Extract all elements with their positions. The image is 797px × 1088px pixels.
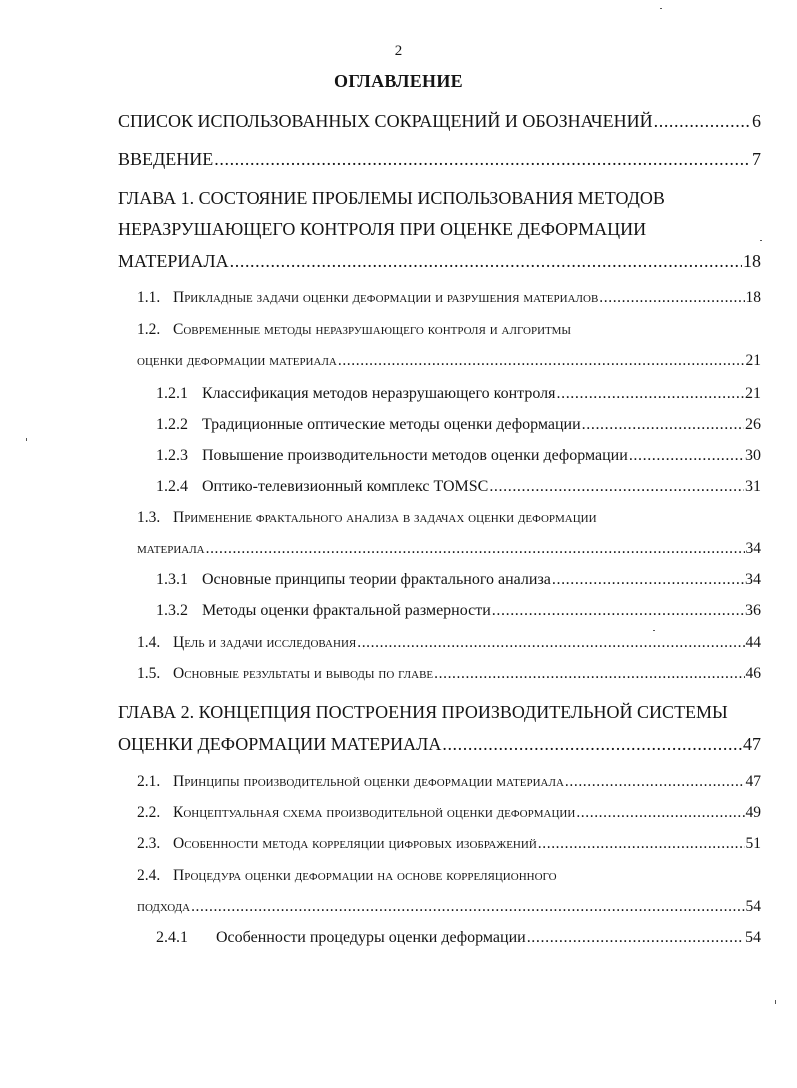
toc-entry-text bbox=[156, 385, 556, 403]
toc-entry-text bbox=[156, 478, 488, 496]
leader-dots bbox=[442, 734, 742, 755]
toc-entry-section-1-2[interactable] bbox=[137, 352, 761, 370]
toc-entry-text: ОЦЕНКИ ДЕФОРМАЦИИ МАТЕРИАЛА bbox=[118, 734, 442, 754]
toc-entry-text bbox=[156, 602, 491, 620]
leader-dots bbox=[191, 898, 744, 916]
leader-dots bbox=[434, 665, 744, 683]
toc-entry-text: ГЛАВА 1. СОСТОЯНИЕ ПРОБЛЕМЫ ИСПОЛЬЗОВАНИЯ МЕТОДОВ bbox=[118, 188, 665, 208]
toc-entry-text bbox=[156, 416, 581, 434]
section-title: Процедура оценки деформации на основе корреляционного bbox=[173, 867, 557, 884]
toc-entry-chapter-1-line1[interactable] bbox=[118, 188, 761, 209]
toc-entry-page: 44 bbox=[745, 634, 761, 651]
leader-dots bbox=[206, 540, 745, 558]
toc-entry-page: 6 bbox=[752, 111, 761, 131]
subsection-number: 1.2.4 bbox=[156, 478, 188, 495]
toc-title: ОГЛАВЛЕНИЕ bbox=[334, 71, 463, 91]
toc-entry-page: 21 bbox=[745, 385, 761, 402]
leader-dots bbox=[214, 149, 751, 170]
toc-entry-subsection-1-2-1[interactable] bbox=[156, 385, 761, 403]
toc-entry-page: 47 bbox=[745, 773, 761, 790]
scan-speck bbox=[660, 8, 662, 9]
section-title: Цель и задачи исследования bbox=[173, 634, 357, 651]
toc-entry-page: 30 bbox=[745, 447, 761, 464]
subsection-title: Повышение производительности методов оценки деформации bbox=[202, 447, 628, 464]
toc-entry-introduction[interactable] bbox=[118, 149, 761, 170]
toc-entry-page: 7 bbox=[752, 149, 761, 169]
section-title: Прикладные задачи оценки деформации и разрушения материалов bbox=[173, 289, 599, 306]
scan-speck bbox=[26, 438, 27, 441]
toc-entry-page: 18 bbox=[743, 251, 761, 271]
toc-entry-chapter-1[interactable] bbox=[118, 251, 761, 272]
toc-entry-section-2-1[interactable] bbox=[137, 773, 761, 791]
toc-entry-text bbox=[137, 773, 564, 791]
subsection-title: Основные принципы теории фрактального анализа bbox=[202, 571, 551, 588]
leader-dots bbox=[527, 929, 744, 947]
toc-entry-section-1-3-line1[interactable] bbox=[137, 509, 761, 527]
leader-dots bbox=[565, 773, 745, 791]
toc-entry-page: 46 bbox=[745, 665, 761, 682]
toc-entry-section-1-1[interactable] bbox=[137, 289, 761, 307]
leader-dots bbox=[538, 835, 745, 853]
scan-speck bbox=[775, 1000, 776, 1004]
toc-entry-text: МАТЕРИАЛА bbox=[118, 251, 229, 271]
leader-dots bbox=[599, 289, 744, 307]
toc-entry-text bbox=[137, 804, 575, 822]
leader-dots bbox=[557, 385, 745, 403]
toc-entry-subsection-1-2-3[interactable] bbox=[156, 447, 761, 465]
toc-entry-page: 34 bbox=[745, 540, 761, 557]
toc-entry-text bbox=[156, 571, 551, 589]
subsection-title: Оптико-телевизионный комплекс TOMSC bbox=[202, 478, 489, 495]
section-number: 1.2. bbox=[137, 321, 161, 338]
section-number: 1.5. bbox=[137, 665, 161, 682]
toc-entry-text bbox=[137, 665, 433, 683]
toc-entry-page: 47 bbox=[743, 734, 761, 754]
toc-entry-chapter-2[interactable] bbox=[118, 734, 761, 755]
toc-entry-text bbox=[156, 447, 628, 465]
toc-entry-page: 21 bbox=[745, 352, 761, 369]
subsection-number: 1.2.1 bbox=[156, 385, 188, 402]
toc-entry-subsection-1-3-2[interactable] bbox=[156, 602, 761, 620]
toc-entry-text: НЕРАЗРУШАЮЩЕГО КОНТРОЛЯ ПРИ ОЦЕНКЕ ДЕФОРМАЦИИ bbox=[118, 219, 647, 239]
toc-entry-page: 51 bbox=[745, 835, 761, 852]
leader-dots bbox=[552, 571, 744, 589]
toc-entry-text: ГЛАВА 2. КОНЦЕПЦИЯ ПОСТРОЕНИЯ ПРОИЗВОДИТЕЛЬНОЙ СИСТЕМЫ bbox=[118, 702, 728, 722]
section-title: Принципы производительной оценки деформации материала bbox=[173, 773, 564, 790]
toc-entry-chapter-1-line2[interactable] bbox=[118, 219, 761, 240]
subsection-number: 1.2.3 bbox=[156, 447, 188, 464]
leader-dots bbox=[230, 251, 742, 272]
subsection-title: Методы оценки фрактальной размерности bbox=[202, 602, 491, 619]
toc-entry-text bbox=[137, 835, 537, 853]
toc-entry-text bbox=[156, 929, 526, 947]
toc-entry-page: 34 bbox=[745, 571, 761, 588]
toc-entry-section-2-2[interactable] bbox=[137, 804, 761, 822]
toc-entry-page: 54 bbox=[745, 929, 761, 946]
toc-entry-text: материала bbox=[137, 540, 205, 557]
section-number: 2.4. bbox=[137, 867, 161, 884]
leader-dots bbox=[357, 634, 744, 652]
toc-entry-chapter-2-line1[interactable] bbox=[118, 702, 761, 723]
toc-entry-subsection-1-2-2[interactable] bbox=[156, 416, 761, 434]
scan-speck bbox=[653, 630, 655, 631]
toc-entry-section-1-4[interactable] bbox=[137, 634, 761, 652]
toc-entry-text: оценки деформации материала bbox=[137, 352, 337, 369]
section-title: Применение фрактального анализа в задачах оценки деформации bbox=[173, 509, 597, 526]
section-title: Концептуальная схема производительной оценки деформации bbox=[173, 804, 576, 821]
section-number: 1.3. bbox=[137, 509, 161, 526]
toc-entry-subsection-1-3-1[interactable] bbox=[156, 571, 761, 589]
section-title: Особенности метода корреляции цифровых изображений bbox=[173, 835, 537, 852]
toc-entry-text bbox=[137, 634, 356, 652]
subsection-number: 1.2.2 bbox=[156, 416, 188, 433]
subsection-number: 1.3.2 bbox=[156, 602, 188, 619]
leader-dots bbox=[576, 804, 744, 822]
subsection-number: 1.3.1 bbox=[156, 571, 188, 588]
toc-entry-text: ВВЕДЕНИЕ bbox=[118, 149, 214, 169]
toc-entry-section-1-2-line1[interactable] bbox=[137, 321, 761, 339]
toc-entry-abbreviations[interactable] bbox=[118, 111, 761, 132]
toc-entry-page: 49 bbox=[745, 804, 761, 821]
leader-dots bbox=[654, 111, 751, 132]
section-title: Основные результаты и выводы по главе bbox=[173, 665, 434, 682]
toc-entry-section-1-3[interactable] bbox=[137, 540, 761, 558]
scan-speck bbox=[760, 240, 762, 241]
leader-dots bbox=[489, 478, 744, 496]
page-number: 2 bbox=[394, 43, 403, 59]
subsection-title: Классификация методов неразрушающего контроля bbox=[202, 385, 556, 402]
subsection-title: Традиционные оптические методы оценки деформации bbox=[202, 416, 581, 433]
leader-dots bbox=[629, 447, 744, 465]
section-number: 2.1. bbox=[137, 773, 161, 790]
section-number: 2.3. bbox=[137, 835, 161, 852]
section-number: 1.1. bbox=[137, 289, 161, 306]
leader-dots bbox=[338, 352, 745, 370]
section-number: 1.4. bbox=[137, 634, 161, 651]
leader-dots bbox=[492, 602, 744, 620]
toc-entry-text: подхода bbox=[137, 898, 191, 915]
leader-dots bbox=[582, 416, 744, 434]
toc-entry-text: СПИСОК ИСПОЛЬЗОВАННЫХ СОКРАЩЕНИЙ И ОБОЗНАЧЕНИЙ bbox=[118, 111, 653, 131]
subsection-number: 2.4.1 bbox=[156, 929, 188, 946]
section-number: 2.2. bbox=[137, 804, 161, 821]
toc-entry-subsection-2-4-1[interactable] bbox=[156, 929, 761, 947]
section-title: Современные методы неразрушающего контроля и алгоритмы bbox=[173, 321, 571, 338]
toc-entry-page: 31 bbox=[745, 478, 761, 495]
toc-entry-page: 18 bbox=[745, 289, 761, 306]
toc-entry-section-1-5[interactable] bbox=[137, 665, 761, 683]
subsection-title: Особенности процедуры оценки деформации bbox=[216, 929, 526, 946]
toc-entry-section-2-4[interactable] bbox=[137, 898, 761, 916]
toc-entry-page: 54 bbox=[745, 898, 761, 915]
toc-entry-page: 36 bbox=[745, 602, 761, 619]
toc-entry-section-2-4-line1[interactable] bbox=[137, 867, 761, 885]
toc-entry-text bbox=[137, 289, 598, 307]
toc-entry-subsection-1-2-4[interactable] bbox=[156, 478, 761, 496]
toc-entry-page: 26 bbox=[745, 416, 761, 433]
toc-entry-section-2-3[interactable] bbox=[137, 835, 761, 853]
